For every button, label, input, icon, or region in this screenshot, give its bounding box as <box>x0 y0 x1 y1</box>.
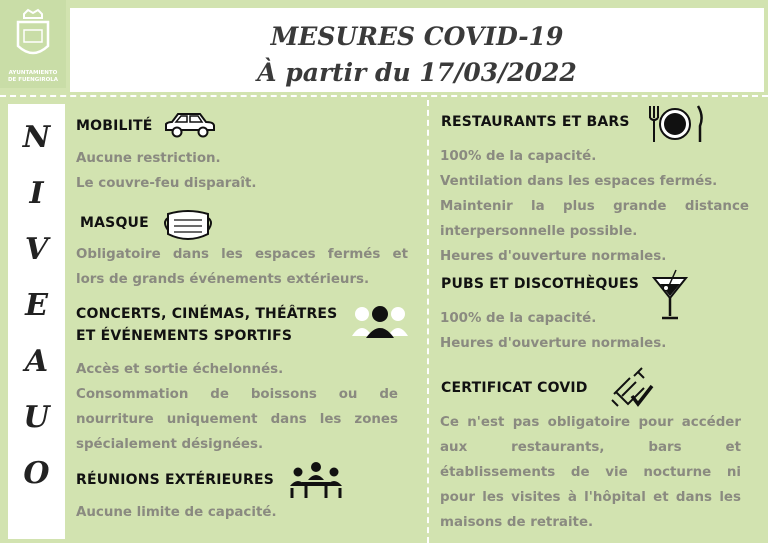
restaurants-heading: RESTAURANTS ET BARS <box>441 114 630 130</box>
mobilite-heading: MOBILITÉ <box>76 118 153 134</box>
niveau-letter: N <box>22 120 51 155</box>
reunions-heading: RÉUNIONS EXTÉRIEURES <box>76 472 275 488</box>
certificat-text <box>440 410 741 535</box>
mask-icon <box>160 208 216 244</box>
masque-heading: MASQUE <box>80 215 149 231</box>
text-line: Aucune limite de capacité. <box>76 505 277 520</box>
pubs-text <box>440 306 749 356</box>
niveau-letter: V <box>24 232 49 267</box>
page-title: MESURES COVID-19 <box>270 22 564 51</box>
niveau-letter: O <box>23 456 50 491</box>
text-line: Obligatoire dans les espaces fermés et <box>76 247 408 262</box>
syringe-check-icon <box>608 366 654 410</box>
text-line: Heures d'ouverture normales. <box>440 249 667 264</box>
heading-line: ET ÉVÉNEMENTS SPORTIFS <box>76 328 293 344</box>
niveau-letter: A <box>24 344 49 379</box>
concerts-heading <box>76 303 337 347</box>
certificat-heading: CERTIFICAT COVID <box>441 380 588 396</box>
text-line: Accès et sortie échelonnés. <box>76 362 284 377</box>
horizontal-divider <box>0 95 768 97</box>
reunions-text <box>76 500 416 525</box>
text-line: 100% de la capacité. <box>440 149 597 164</box>
niveau-sidebar <box>8 104 65 539</box>
text-line: Consommation de boissons ou de <box>76 387 398 402</box>
text-line: Maintenir la plus grande distance <box>440 199 749 214</box>
text-line: 100% de la capacité. <box>440 311 597 326</box>
text-line: interpersonnelle possible. <box>440 224 638 239</box>
niveau-letter: U <box>23 400 50 435</box>
text-line: Aucune restriction. <box>76 151 221 166</box>
meeting-icon <box>288 460 344 500</box>
title-box <box>70 8 764 92</box>
text-line: spécialement désignées. <box>76 437 264 452</box>
audience-icon <box>352 300 408 340</box>
pubs-heading: PUBS ET DISCOTHÈQUES <box>441 276 640 292</box>
niveau-letter: E <box>25 288 48 323</box>
restaurants-text <box>440 144 749 269</box>
text-line: lors de grands événements extérieurs. <box>76 272 370 287</box>
text-line: maisons de retraite. <box>440 515 594 530</box>
coat-of-arms-icon <box>14 8 52 62</box>
text-line: établissements de vie nocturne ni <box>440 465 741 480</box>
column-divider <box>427 100 429 543</box>
mobilite-text <box>76 146 416 196</box>
niveau-letter: I <box>29 176 44 211</box>
page-subtitle: À partir du 17/03/2022 <box>257 58 577 87</box>
car-icon <box>162 110 218 140</box>
text-line: pour les visites à l'hôpital et dans les <box>440 490 741 505</box>
text-line: Heures d'ouverture normales. <box>440 336 667 351</box>
logo-caption-line2: DE FUENGIROLA <box>7 76 59 83</box>
plate-cutlery-icon <box>644 104 706 144</box>
text-line: nourriture uniquement dans les zones <box>76 412 398 427</box>
concerts-text <box>76 357 398 457</box>
text-line: Ce n'est pas obligatoire pour accéder <box>440 415 741 430</box>
heading-line: CONCERTS, CINÉMAS, THÉÂTRES <box>76 306 338 322</box>
logo <box>0 0 66 88</box>
masque-text <box>76 242 408 292</box>
text-line: Le couvre-feu disparaît. <box>76 176 257 191</box>
text-line: Ventilation dans les espaces fermés. <box>440 174 718 189</box>
text-line: aux restaurants, bars et <box>440 440 741 455</box>
logo-caption-line1: AYUNTAMIENTO <box>8 70 58 76</box>
